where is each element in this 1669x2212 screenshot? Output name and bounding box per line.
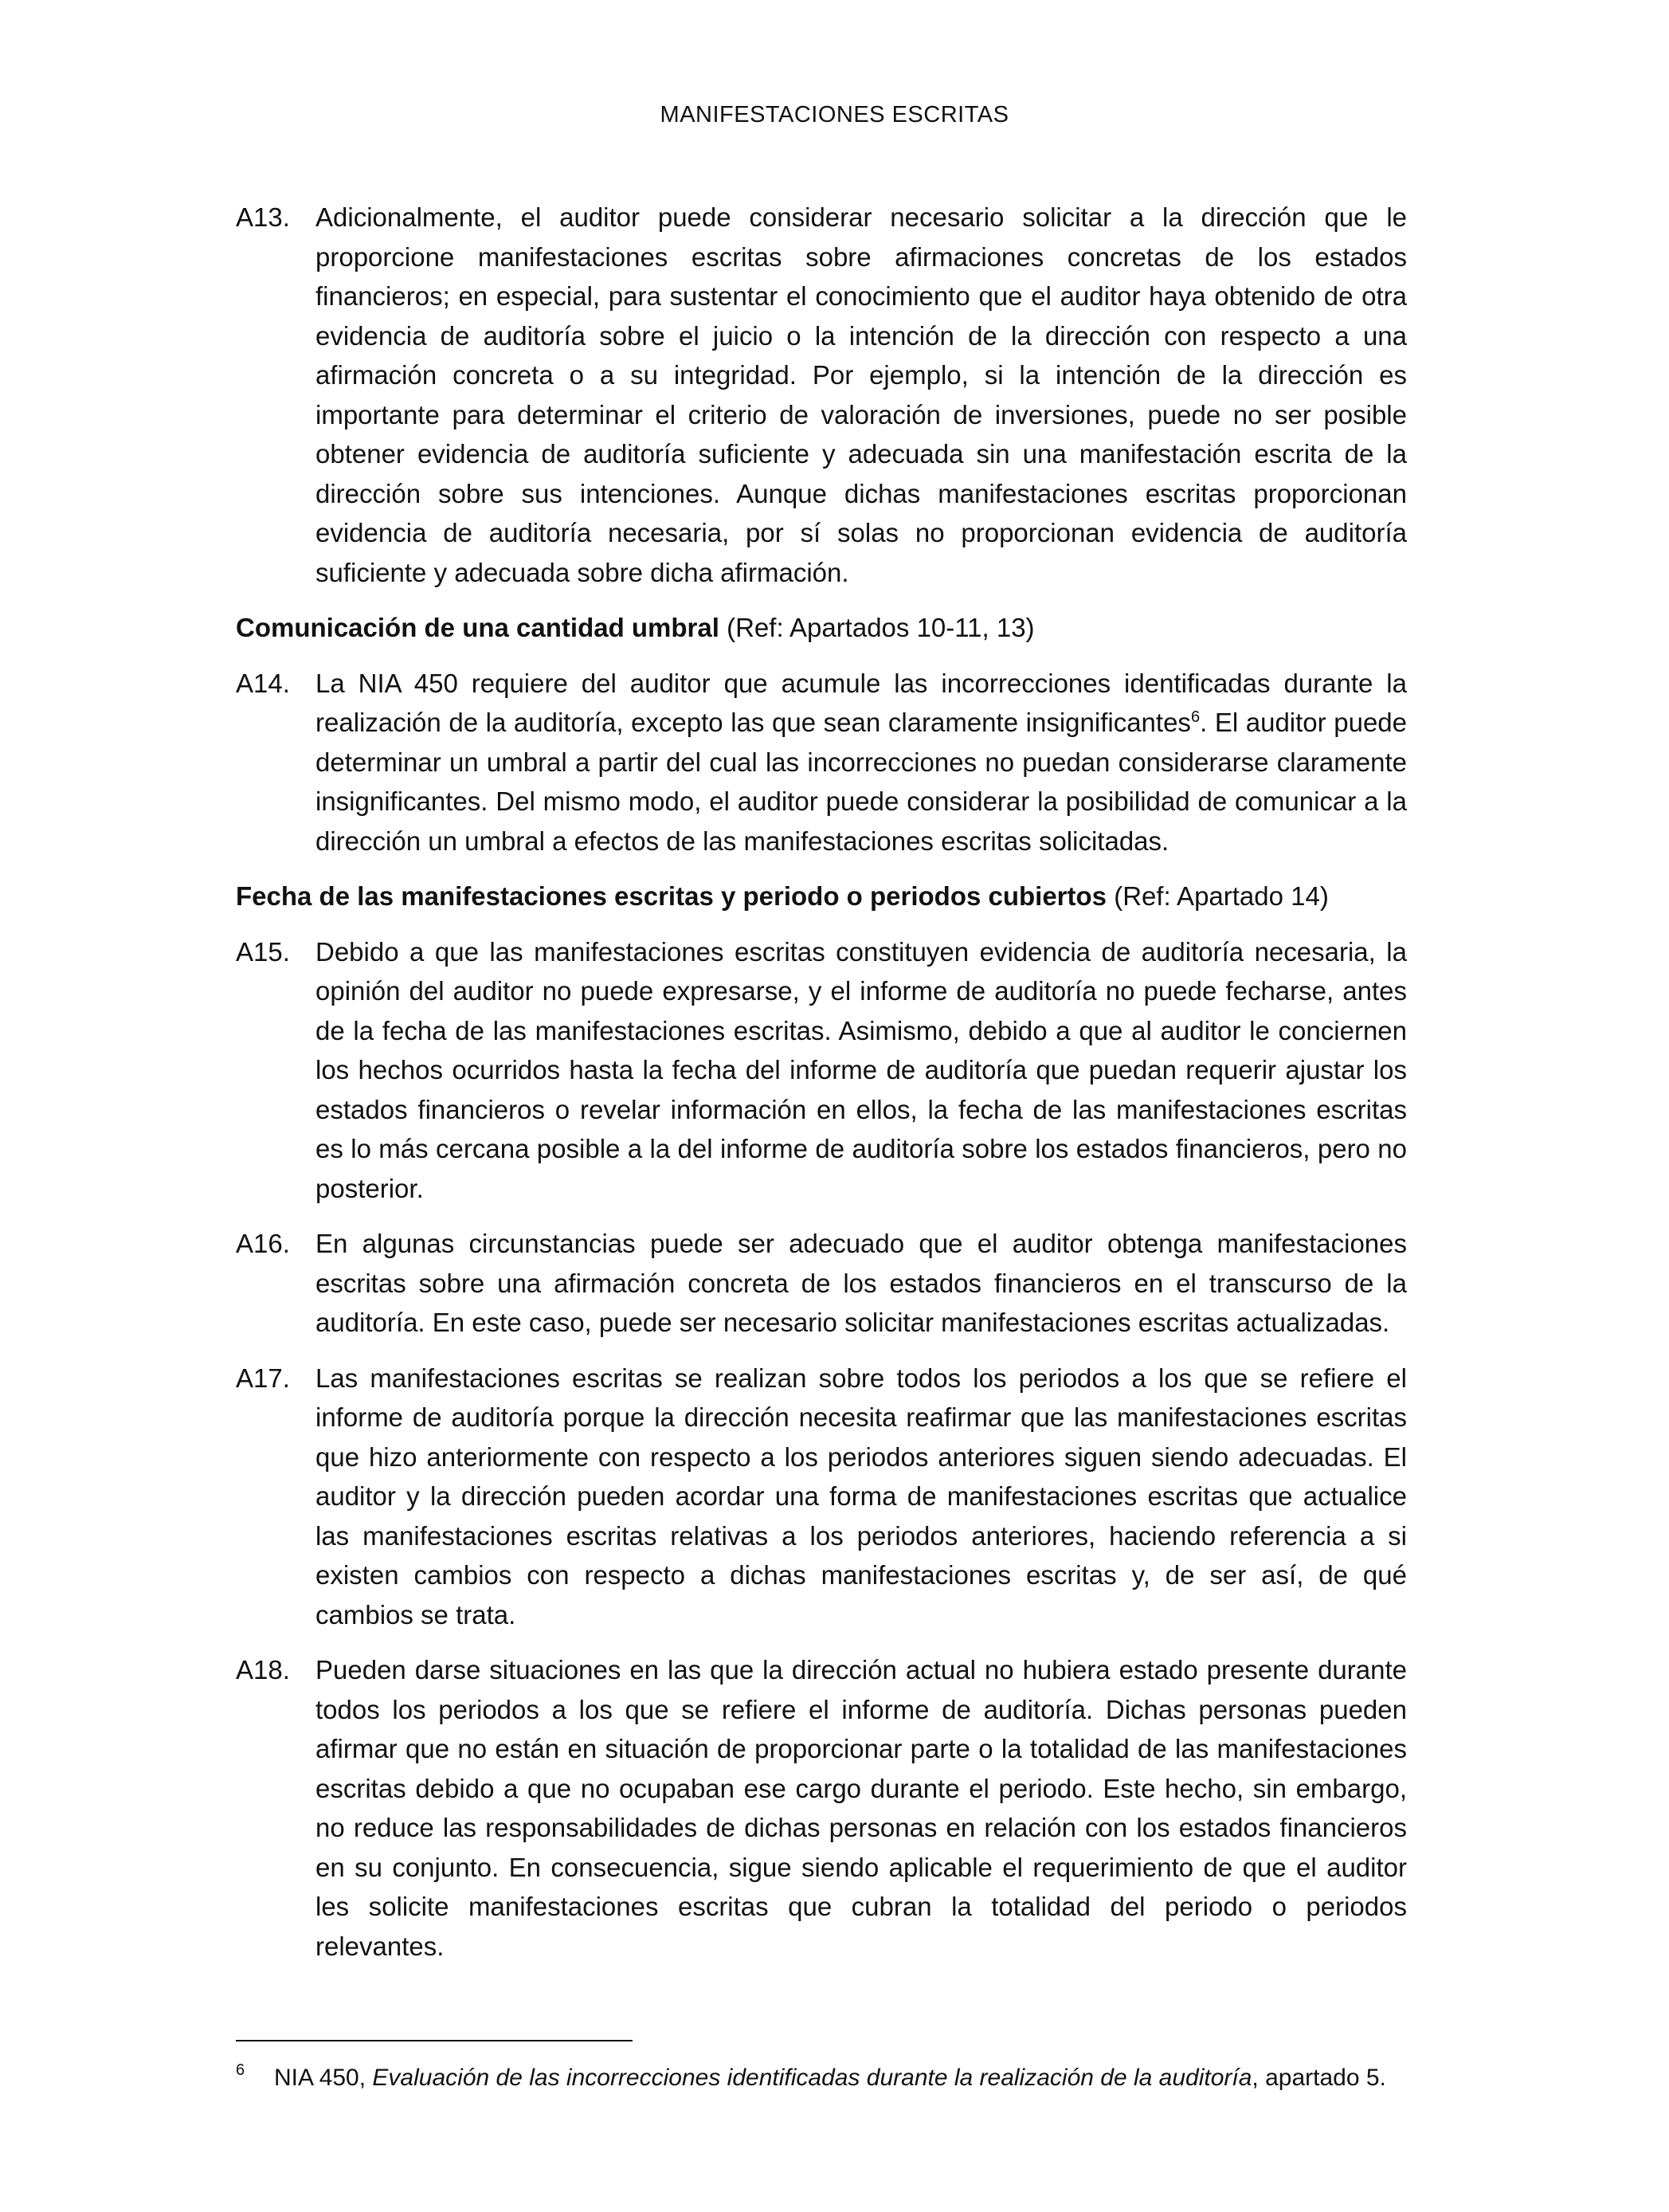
paragraph-number: A17. (236, 1363, 290, 1393)
paragraph-text: Las manifestaciones escritas se realizan sobre todos los periodos a los que se refiere el informe de auditoría porque la dirección necesita reafirmar que las manifestaciones escritas que hizo anteriormente con respecto a los periodos anteriores siguen siendo adecuadas. El auditor y la dirección pueden acordar una forma de manifestaciones escritas que actualice las manifestaciones escritas relativas a los periodos anteriores, haciendo referencia a si existen cambios con respecto a dichas manifestaciones escritas y, de ser así, de qué cambios se trata. (315, 1363, 1407, 1630)
paragraph-number: A14. (236, 668, 290, 698)
section-heading-ref: (Ref: Apartados 10-11, 13) (719, 613, 1035, 642)
footnote-6 (236, 2060, 1407, 2096)
paragraph-a16 (236, 1224, 1407, 1343)
paragraph-text: En algunas circunstancias puede ser adecuado que el auditor obtenga manifestaciones escritas sobre una afirmación concreta de los estados financieros en el transcurso de la auditoría. En este caso, puede ser necesario solicitar manifestaciones escritas actualizadas. (315, 1229, 1407, 1337)
footnote-text-part: , apartado 5. (1252, 2065, 1386, 2091)
paragraph-text-part: La NIA 450 requiere del auditor que acumule las incorrecciones identificadas durante la realización de la auditoría, excepto las que sean claramente insignificantes (315, 668, 1407, 737)
paragraph-a14 (236, 664, 1407, 861)
footnote-text (274, 2060, 1407, 2096)
paragraph-number: A15. (236, 936, 290, 967)
section-heading-fecha (236, 877, 1407, 916)
paragraph-number: A18. (236, 1655, 290, 1684)
paragraph-text: Pueden darse situaciones en las que la dirección actual no hubiera estado presente durante todos los periodos a los que se refiere el informe de auditoría. Dichas personas pueden afirmar que no están en situación de proporcionar parte o la totalidad de las manifestaciones escritas debido a que no ocupaban ese cargo durante el periodo. Este hecho, sin embargo, no reduce las responsabilidades de dichas personas en relación con los estados financieros en su conjunto. En consecuencia, sigue siendo aplicable el requerimiento de que el auditor les solicite manifestaciones escritas que cubran la totalidad del periodo o periodos relevantes. (315, 1655, 1407, 1961)
section-heading-umbral (236, 608, 1407, 648)
section-heading-title: Fecha de las manifestaciones escritas y periodo o periodos cubiertos (236, 881, 1107, 911)
running-header: MANIFESTACIONES ESCRITAS (660, 102, 1009, 127)
paragraph-a13 (236, 198, 1407, 592)
paragraph-number: A16. (236, 1229, 290, 1258)
paragraph-text-part: . El auditor puede determinar un umbral a partir del cual las incorrecciones no puedan considerarse claramente insignificantes. Del mismo modo, el auditor puede considerar la posibilidad de comunicar a la dirección un umbral a efectos de las manifestaciones escritas solicitadas. (315, 708, 1408, 856)
paragraph-a17 (236, 1359, 1407, 1635)
paragraph-text: Debido a que las manifestaciones escritas constituyen evidencia de auditoría necesaria, la opinión del auditor no puede expresarse, y el informe de auditoría no puede fecharse, antes de la fecha de las manifestaciones escritas. Asimismo, debido a que al auditor le conciernen los hechos ocurridos hasta la fecha del informe de auditoría que puedan requerir ajustar los estados financieros o revelar información en ellos, la fecha de las manifestaciones escritas es lo más cercana posible a la del informe de auditoría sobre los estados financieros, pero no posterior. (315, 936, 1407, 1203)
footnote-cited-title: Evaluación de las incorrecciones identificadas durante la realización de la auditoría (372, 2065, 1252, 2091)
paragraph-text (315, 664, 1407, 861)
document-body (236, 198, 1407, 1982)
paragraph-text: Adicionalmente, el auditor puede considerar necesario solicitar a la dirección que le proporcione manifestaciones escritas sobre afirmaciones concretas de los estados financieros; en especial, para sustentar el conocimiento que el auditor haya obtenido de otra evidencia de auditoría sobre el juicio o la intención de la dirección con respecto a una afirmación concreta o a su integridad. Por ejemplo, si la intención de la dirección es importante para determinar el criterio de valoración de inversiones, puede no ser posible obtener evidencia de auditoría suficiente y adecuada sin una manifestación escrita de la dirección sobre sus intenciones. Aunque dichas manifestaciones escritas proporcionan evidencia de auditoría necesaria, por sí solas no proporcionan evidencia de auditoría suficiente y adecuada sobre dicha afirmación. (315, 202, 1407, 587)
footnote-divider (236, 2040, 633, 2041)
footnote-mark: 6 (236, 2061, 245, 2079)
section-heading-title: Comunicación de una cantidad umbral (236, 613, 719, 642)
paragraph-number: A13. (236, 202, 290, 232)
footnote-text-part: NIA 450, (274, 2065, 373, 2091)
paragraph-a18 (236, 1650, 1407, 1966)
section-heading-ref: (Ref: Apartado 14) (1107, 881, 1329, 911)
paragraph-a15 (236, 932, 1407, 1209)
footnote-reference[interactable]: 6 (1190, 708, 1201, 726)
